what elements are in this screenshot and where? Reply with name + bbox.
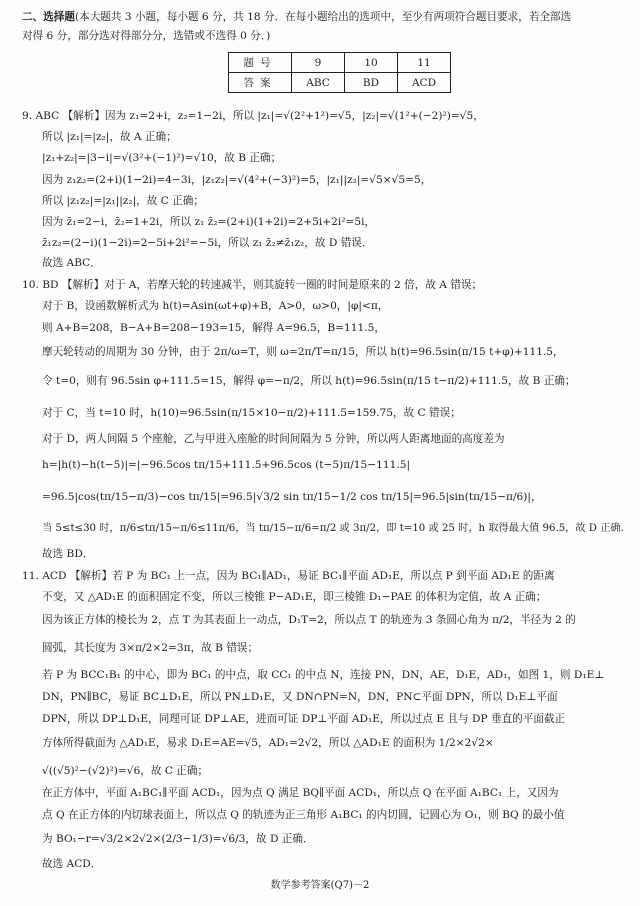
- q9-line: 所以 |z₁z₂|=|z₁||z₂|，故 C 正确；: [42, 195, 204, 207]
- table-header-cell: 题号: [229, 53, 292, 73]
- section-description: (本大题共 3 小题，每小题 6 分，共 18 分．在每小题给出的选项中，至少有两项符合题目要求，若全部选: [74, 11, 572, 23]
- section-description-cont: 对得 6 分，部分选对得部分分，选错或不选得 0 分．): [22, 30, 271, 42]
- q11-line: DPN，所以 DP⊥D₁E，同理可证 DP⊥AE，进而可证 DP⊥平面 AD₁E，所以过点 E 且与 DP 垂直的平面截正: [42, 713, 566, 725]
- q11-line: 11. ACD 【解析】若 P 为 BC₁ 上一点，因为 BC₁∥AD₁，易证 BC₁∥平面 AD₁E，所以点 P 到平面 AD₁E 的距离: [22, 570, 555, 582]
- q9-line: 因为 z̄₁=2−i，z̄₂=1+2i，所以 z₁ z̄₂=(2+i)(1+2i)=2+5i+2i²=5i，: [42, 216, 376, 228]
- answer-table: [228, 52, 451, 93]
- table-cell: 10: [345, 53, 398, 73]
- q9-line: 9. ABC 【解析】因为 z₁=2+i，z₂=1−2i，所以 |z₁|=√(2²+1²)=√5，|z₂|=√(1²+(−2)²)=√5，: [22, 110, 484, 122]
- table-cell: ACD: [398, 73, 451, 93]
- q11-line: 圆弧，其长度为 3×π/2×2=3π，故 B 错误；: [42, 642, 259, 654]
- q11-line: 为 BO₁−r=√3/2×2√2×(2/3−1/3)=√6/3，故 D 正确．: [42, 833, 314, 845]
- q10-line: 10. BD 【解析】对于 A，若摩天轮的转速减半，则其旋转一圈的时间是原来的 2 倍，故 A 错误；: [22, 279, 483, 291]
- section-title: 二、选择题: [22, 11, 75, 23]
- q11-line: √((√5)²−(√2)²)=√6，故 C 正确；: [42, 765, 209, 777]
- q9-line: z̄₁z₂=(2−i)(1−2i)=2−5i+2i²=−5i，所以 z₁ z̄₂≠z̄₁z₂，故 D 错误．: [42, 237, 373, 249]
- table-cell: BD: [345, 73, 398, 93]
- q11-line: 不变，又 △AD₁E 的面积固定不变，所以三棱锥 P−AD₁E，即三棱锥 D₁−PAE 的体积为定值，故 A 正确；: [42, 591, 547, 603]
- q11-line: 方体所得截面为 △AD₁E，易求 D₁E=AE=√5，AD₁=2√2，所以 △AD₁E 的面积为 1/2×2√2×: [42, 737, 494, 749]
- q10-line: =96.5|cos(tπ/15−π/3)−cos tπ/15|=96.5|√3/2 sin tπ/15−1/2 cos tπ/15|=96.5|sin(tπ/15−π/6)|，: [42, 491, 542, 503]
- q10-line: h=|h(t)−h(t−5)|=|−96.5cos tπ/15+111.5+96.5cos (t−5)π/15−111.5|: [42, 459, 411, 471]
- q10-line: 对于 C，当 t=10 时，h(10)=96.5sin(π/15×10−π/2)+111.5=159.75，故 C 错误；: [42, 407, 461, 419]
- q10-line: 令 t=0，则有 96.5sin φ+111.5=15，解得 φ=−π/2，所以 h(t)=96.5sin(π/15 t−π/2)+111.5，故 B 正确；: [42, 375, 576, 387]
- q10-line: 摩天轮转动的周期为 30 分钟，由于 2π/ω=T，则 ω=2π/T=π/15，所以 h(t)=96.5sin(π/15 t+φ)+111.5，: [42, 346, 564, 358]
- q11-line: 若 P 为 BCC₁B₁ 的中心，即为 BC₁ 的中点，取 CC₁ 的中点 N，连接 PN，DN，AE，D₁E，AD₁，如图 1，则 D₁E⊥: [42, 669, 605, 681]
- q10-line: 故选 BD．: [42, 548, 94, 560]
- table-header-cell: 答案: [229, 73, 292, 93]
- q9-line: 所以 |z₁|=|z₂|，故 A 正确；: [42, 131, 177, 143]
- table-cell: 9: [292, 53, 345, 73]
- table-cell: ABC: [292, 73, 345, 93]
- table-row: [229, 73, 451, 93]
- page-footer: 数学参考答案(Q7)－2: [270, 880, 370, 891]
- q10-line: 当 5≤t≤30 时，π/6≤tπ/15−π/6≤11π/6，当 tπ/15−π/6=π/2 或 3π/2，即 t=10 或 25 时，h 取得最大值 96.5，故 D 正确．: [42, 523, 631, 534]
- q9-line: |z₁+z₂|=|3−i|=√(3²+(−1)²)=√10，故 B 正确；: [42, 152, 282, 164]
- section-header: [22, 10, 571, 24]
- q10-line: 对于 B，设函数解析式为 h(t)=Asin(ωt+φ)+B，A>0，ω>0，|φ|<π，: [42, 300, 389, 312]
- q11-line: DN，PN∥BC，易证 BC⊥D₁E，所以 PN⊥D₁E，又 DN∩PN=N，DN，PN⊂平面 DPN，所以 D₁E⊥平面: [42, 691, 558, 703]
- q11-line: 在正方体中，平面 A₁BC₁∥平面 ACD₁，因为点 Q 满足 BQ∥平面 ACD₁，所以点 Q 在平面 A₁BC₁ 上，又因为: [42, 787, 559, 799]
- table-row: [229, 53, 451, 73]
- q11-line: 点 Q 在正方体的内切球表面上，所以点 Q 的轨迹为正三角形 A₁BC₁ 的内切圆，记圆心为 O₁，则 BQ 的最小值: [42, 809, 565, 821]
- q11-line: 故选 ACD．: [42, 858, 102, 870]
- q10-line: 则 A+B=208，B−A+B=208−193=15，解得 A=96.5，B=111.5，: [42, 322, 385, 334]
- q9-line: 因为 z₁z₂=(2+i)(1−2i)=4−3i，|z₁z₂|=√(4²+(−3)²)=5，|z₁||z₂|=√5×√5=5，: [42, 174, 432, 186]
- q11-line: 因为该正方体的棱长为 2，点 T 为其表面上一动点，D₁T=2，所以点 T 的轨迹为 3 条圆心角为 π/2，半径为 2 的: [42, 614, 576, 626]
- table-cell: 11: [398, 53, 451, 73]
- q9-line: 故选 ABC．: [42, 257, 101, 269]
- q10-line: 对于 D，两人间隔 5 个座舱，乙与甲进入座舱的时间间隔为 5 分钟，所以两人距离地面的高度差为: [42, 433, 505, 445]
